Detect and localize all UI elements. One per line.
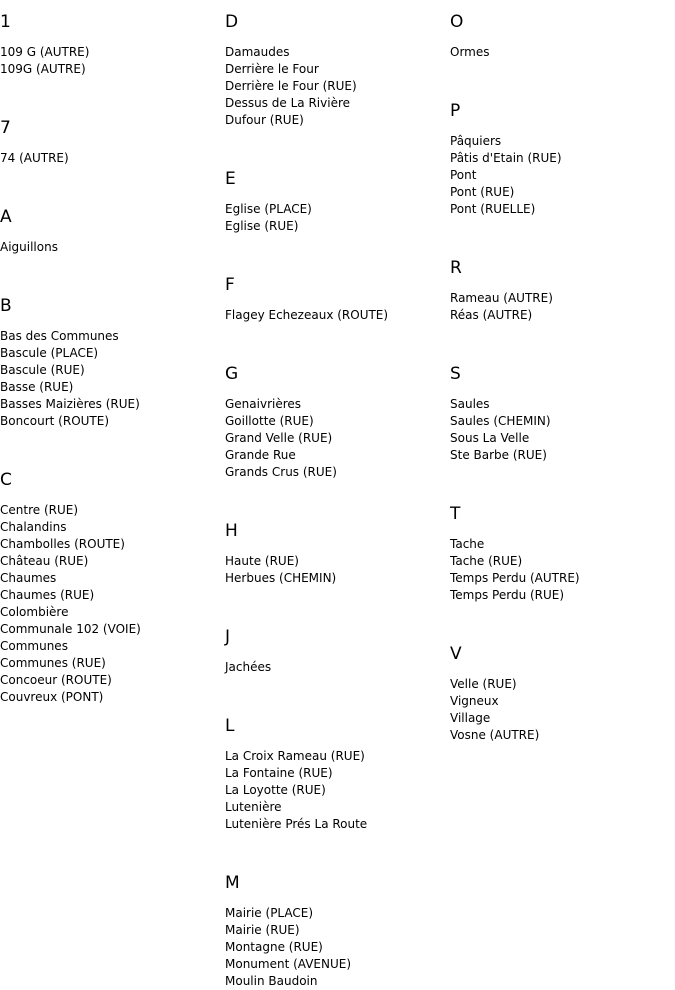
street-item: Grande Rue [225,448,296,462]
letter-heading: E [225,169,236,189]
street-item: Concoeur (ROUTE) [0,673,112,687]
letter-heading: L [225,716,235,736]
letter-heading: O [450,12,464,32]
street-item: Couvreux (PONT) [0,690,104,704]
street-list [450,44,490,61]
street-item: Lutenière Prés La Route [225,817,368,831]
letter-heading: G [225,364,239,384]
street-item: Grands Crus (RUE) [225,465,337,479]
street-item: Pont [450,168,477,182]
street-list [450,676,539,744]
street-item: Château (RUE) [0,554,89,568]
street-item: Monument (AVENUE) [225,957,352,971]
street-item: Bas des Communes [0,329,119,343]
street-list [225,44,357,129]
street-item: Temps Perdu (RUE) [450,588,565,602]
street-item: Chalandins [0,520,67,534]
street-item: La Croix Rameau (RUE) [225,749,365,763]
street-list [225,748,367,833]
street-list [0,150,69,167]
street-item: Pont (RUELLE) [450,202,536,216]
letter-heading: R [450,258,462,278]
letter-heading: S [450,364,461,384]
street-item: Chaumes (RUE) [0,588,95,602]
street-item: Velle (RUE) [450,677,517,691]
street-list [450,536,580,604]
street-item: Dessus de La Rivière [225,96,351,110]
street-item: La Loyotte (RUE) [225,783,326,797]
letter-heading: J [225,627,231,647]
street-item: Goillotte (RUE) [225,414,314,428]
street-item: Communes [0,639,68,653]
street-item: Rameau (AUTRE) [450,291,553,305]
street-item: Flagey Echezeaux (ROUTE) [225,308,389,322]
street-item: Communes (RUE) [0,656,106,670]
street-item: Herbues (CHEMIN) [225,571,337,585]
street-item: Saules [450,397,490,411]
street-item: Pâquiers [450,134,502,148]
street-item: Lutenière [225,800,282,814]
street-item: Vigneux [450,694,499,708]
street-list [450,290,553,324]
letter-heading: 7 [0,118,11,138]
street-item: Basse (RUE) [0,380,74,394]
street-item: Colombière [0,605,69,619]
street-item: Genaivrières [225,397,302,411]
street-item: Tache (RUE) [450,554,523,568]
street-item: Derrière le Four (RUE) [225,79,357,93]
street-item: La Fontaine (RUE) [225,766,333,780]
letter-heading: F [225,275,235,295]
street-item: Damaudes [225,45,290,59]
letter-heading: T [450,504,461,524]
street-item: Saules (CHEMIN) [450,414,551,428]
street-item: 109G (AUTRE) [0,62,86,76]
street-list [0,239,58,256]
street-item: Dufour (RUE) [225,113,304,127]
street-item: Eglise (PLACE) [225,202,312,216]
street-item: 109 G (AUTRE) [0,45,90,59]
street-item: Moulin Baudoin [225,974,318,988]
letter-heading: B [0,296,12,316]
letter-heading: 1 [0,12,11,32]
street-item: Jachées [225,660,272,674]
street-item: Mairie (RUE) [225,923,300,937]
street-item: Eglise (RUE) [225,219,299,233]
street-list [225,307,388,324]
letter-heading: M [225,873,240,893]
street-item: Chambolles (ROUTE) [0,537,125,551]
street-list [225,659,271,676]
street-item: Chaumes [0,571,57,585]
street-item: Temps Perdu (AUTRE) [450,571,580,585]
street-item: Mairie (PLACE) [225,906,314,920]
street-item: Sous La Velle [450,431,530,445]
street-item: Village [450,711,491,725]
street-item: Bascule (RUE) [0,363,85,377]
letter-heading: P [450,101,461,121]
letter-heading: A [0,207,12,227]
street-item: Pont (RUE) [450,185,515,199]
street-list [225,553,336,587]
street-item: Centre (RUE) [0,503,79,517]
street-list [0,44,89,78]
letter-heading: C [0,470,12,490]
street-item: Pâtis d'Etain (RUE) [450,151,562,165]
letter-heading: V [450,644,462,664]
street-list [225,201,312,235]
street-item: Bascule (PLACE) [0,346,99,360]
street-list [0,502,141,706]
street-list [0,328,140,430]
letter-heading: D [225,12,239,32]
street-list [225,905,351,990]
street-list [450,133,562,218]
street-item: Boncourt (ROUTE) [0,414,110,428]
street-item: Tache [450,537,485,551]
street-item: Grand Velle (RUE) [225,431,333,445]
street-item: Montagne (RUE) [225,940,323,954]
street-item: Basses Maizières (RUE) [0,397,140,411]
street-item: Ormes [450,45,490,59]
street-item: Aiguillons [0,240,58,254]
street-item: Communale 102 (VOIE) [0,622,141,636]
street-item: Haute (RUE) [225,554,299,568]
street-item: Vosne (AUTRE) [450,728,540,742]
street-list [225,396,337,481]
street-item: Réas (AUTRE) [450,308,533,322]
street-list [450,396,551,464]
street-item: 74 (AUTRE) [0,151,69,165]
street-item: Derrière le Four [225,62,319,76]
letter-heading: H [225,521,238,541]
street-item: Ste Barbe (RUE) [450,448,547,462]
